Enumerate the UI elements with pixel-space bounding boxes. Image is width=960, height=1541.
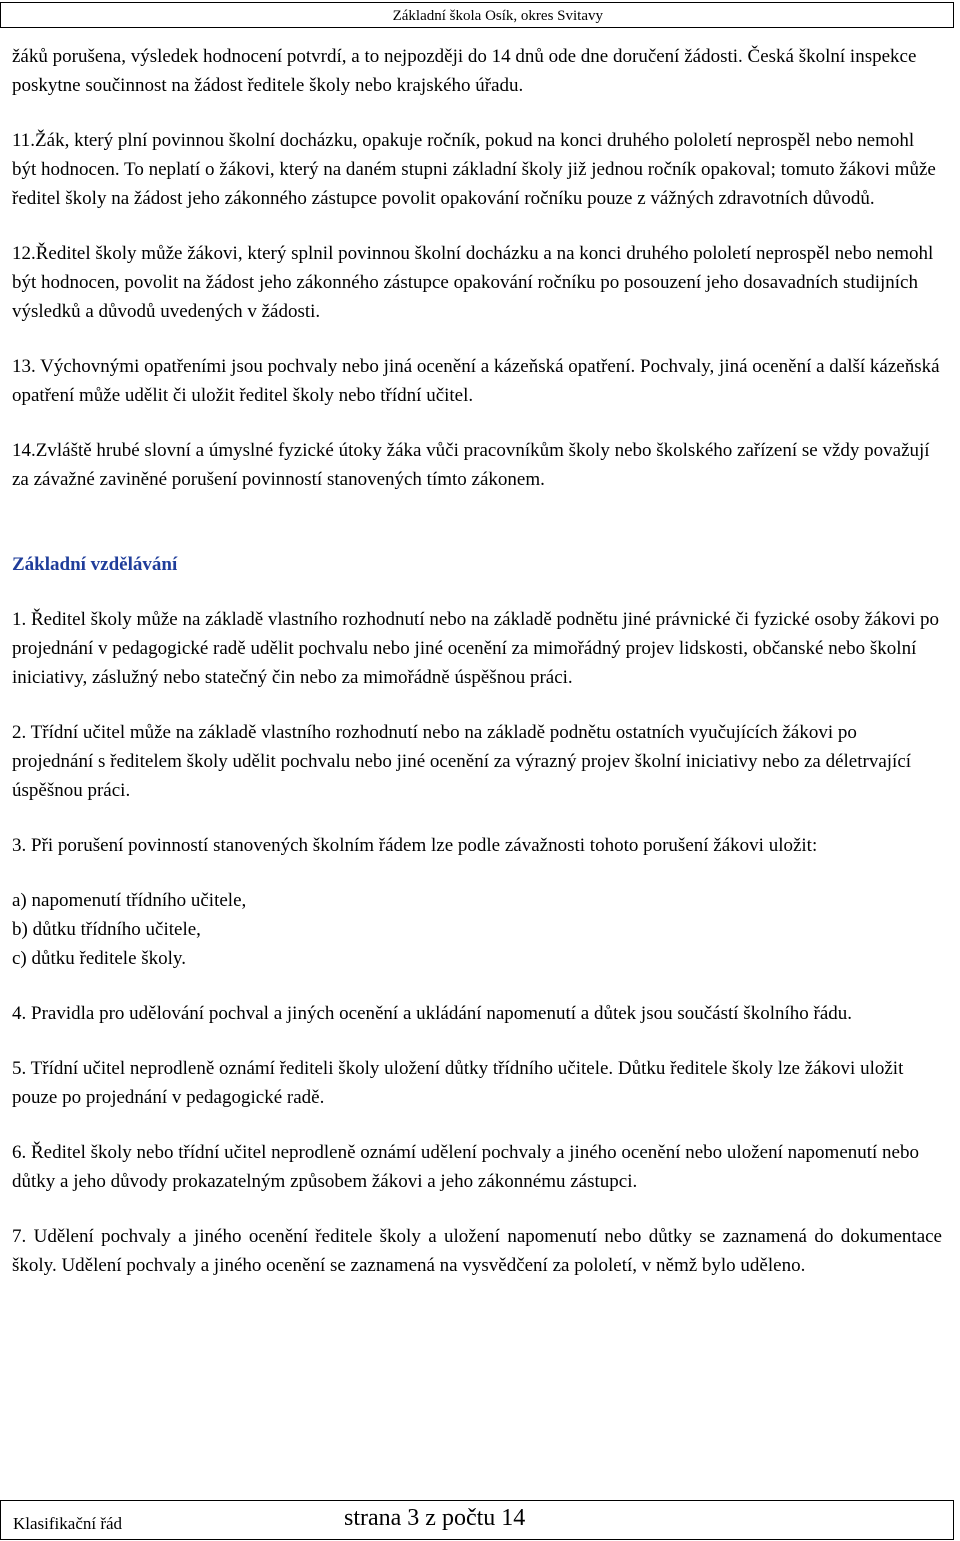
item-4: 4. Pravidla pro udělování pochval a jiných ocenění a ukládání napomenutí a důtek jsou součástí školního řádu. bbox=[12, 1003, 853, 1024]
list-item: b) důtku třídního učitele, bbox=[12, 919, 201, 940]
page-header bbox=[0, 2, 954, 28]
penalty-list bbox=[12, 886, 942, 973]
header-title: Základní škola Osík, okres Svitavy bbox=[392, 8, 603, 24]
section-heading: Základní vzdělávání bbox=[12, 554, 178, 575]
paragraph-continuation: žáků porušena, výsledek hodnocení potvrdí, a to nejpozději do 14 dnů ode dne doručení žádosti. Česká školní inspekce poskytne součinnost na žádost ředitele školy nebo krajského úřadu. bbox=[12, 46, 917, 96]
item-7: 7. Udělení pochvaly a jiného ocenění ředitele školy a uložení napomenutí nebo důtky se zaznamená do dokumentace školy. Udělení pochvaly a jiného ocenění se zaznamená na vysvědčení za pololetí, v němž bylo uděleno. bbox=[12, 1226, 942, 1276]
footer-document-name: Klasifikační řád bbox=[13, 1514, 123, 1533]
list-item: c) důtku ředitele školy. bbox=[12, 948, 186, 969]
paragraph-12: 12.Ředitel školy může žákovi, který splnil povinnou školní docházku a na konci druhého pololetí neprospěl nebo nemohl být hodnocen, povolit na žádost jeho zákonného zástupce opakování ročníku po posouzení jeho dosavadních studijních výsledků a důvodů uvedených v žádosti. bbox=[12, 243, 934, 322]
list-item: a) napomenutí třídního učitele, bbox=[12, 890, 247, 911]
item-2: 2. Třídní učitel může na základě vlastního rozhodnutí nebo na základě podnětu ostatních vyučujících žákovi po projednání s ředitelem školy udělit pochvalu nebo jiné ocenění za výrazný projev školní iniciativy nebo za déletrvající úspěšnou práci. bbox=[12, 722, 912, 801]
item-5: 5. Třídní učitel neprodleně oznámí řediteli školy uložení důtky třídního učitele. Důtku ředitele školy lze žákovi uložit pouze po projednání v pedagogické radě. bbox=[12, 1058, 904, 1108]
item-3: 3. Při porušení povinností stanovených školním řádem lze podle závažnosti tohoto porušení žákovi uložit: bbox=[12, 835, 818, 856]
paragraph-13: 13. Výchovnými opatřeními jsou pochvaly nebo jiná ocenění a kázeňská opatření. Pochvaly, jiná ocenění a další kázeňská opatření může udělit či uložit ředitel školy nebo třídní učitel. bbox=[12, 356, 940, 406]
footer-page-number: strana 3 z počtu 14 bbox=[344, 1505, 526, 1531]
document-body bbox=[12, 42, 942, 1280]
item-1: 1. Ředitel školy může na základě vlastního rozhodnutí nebo na základě podnětu jiné právnické či fyzické osoby žákovi po projednání v pedagogické radě udělit pochvalu nebo jiné ocenění za mimořádný projev lidskosti, občanské nebo školní iniciativy, záslužný nebo statečný čin nebo za mimořádně úspěšnou práci. bbox=[12, 609, 940, 688]
paragraph-14: 14.Zvláště hrubé slovní a úmyslné fyzické útoky žáka vůči pracovníkům školy nebo školského zařízení se vždy považují za závažné zaviněné porušení povinností stanovených tímto zákonem. bbox=[12, 440, 930, 490]
paragraph-11: 11.Žák, který plní povinnou školní docházku, opakuje ročník, pokud na konci druhého pololetí neprospěl nebo nemohl být hodnocen. To neplatí o žákovi, který na daném stupni základní školy již jednou ročník opakoval; tomuto žákovi může ředitel školy na žádost jeho zákonného zástupce povolit opakování ročníku pouze z vážných zdravotních důvodů. bbox=[12, 130, 936, 209]
page-footer bbox=[0, 1500, 954, 1540]
item-6: 6. Ředitel školy nebo třídní učitel neprodleně oznámí udělení pochvaly a jiného ocenění nebo uložení napomenutí nebo důtky a jeho důvody prokazatelným způsobem žákovi a jeho zákonnému zástupci. bbox=[12, 1142, 919, 1192]
